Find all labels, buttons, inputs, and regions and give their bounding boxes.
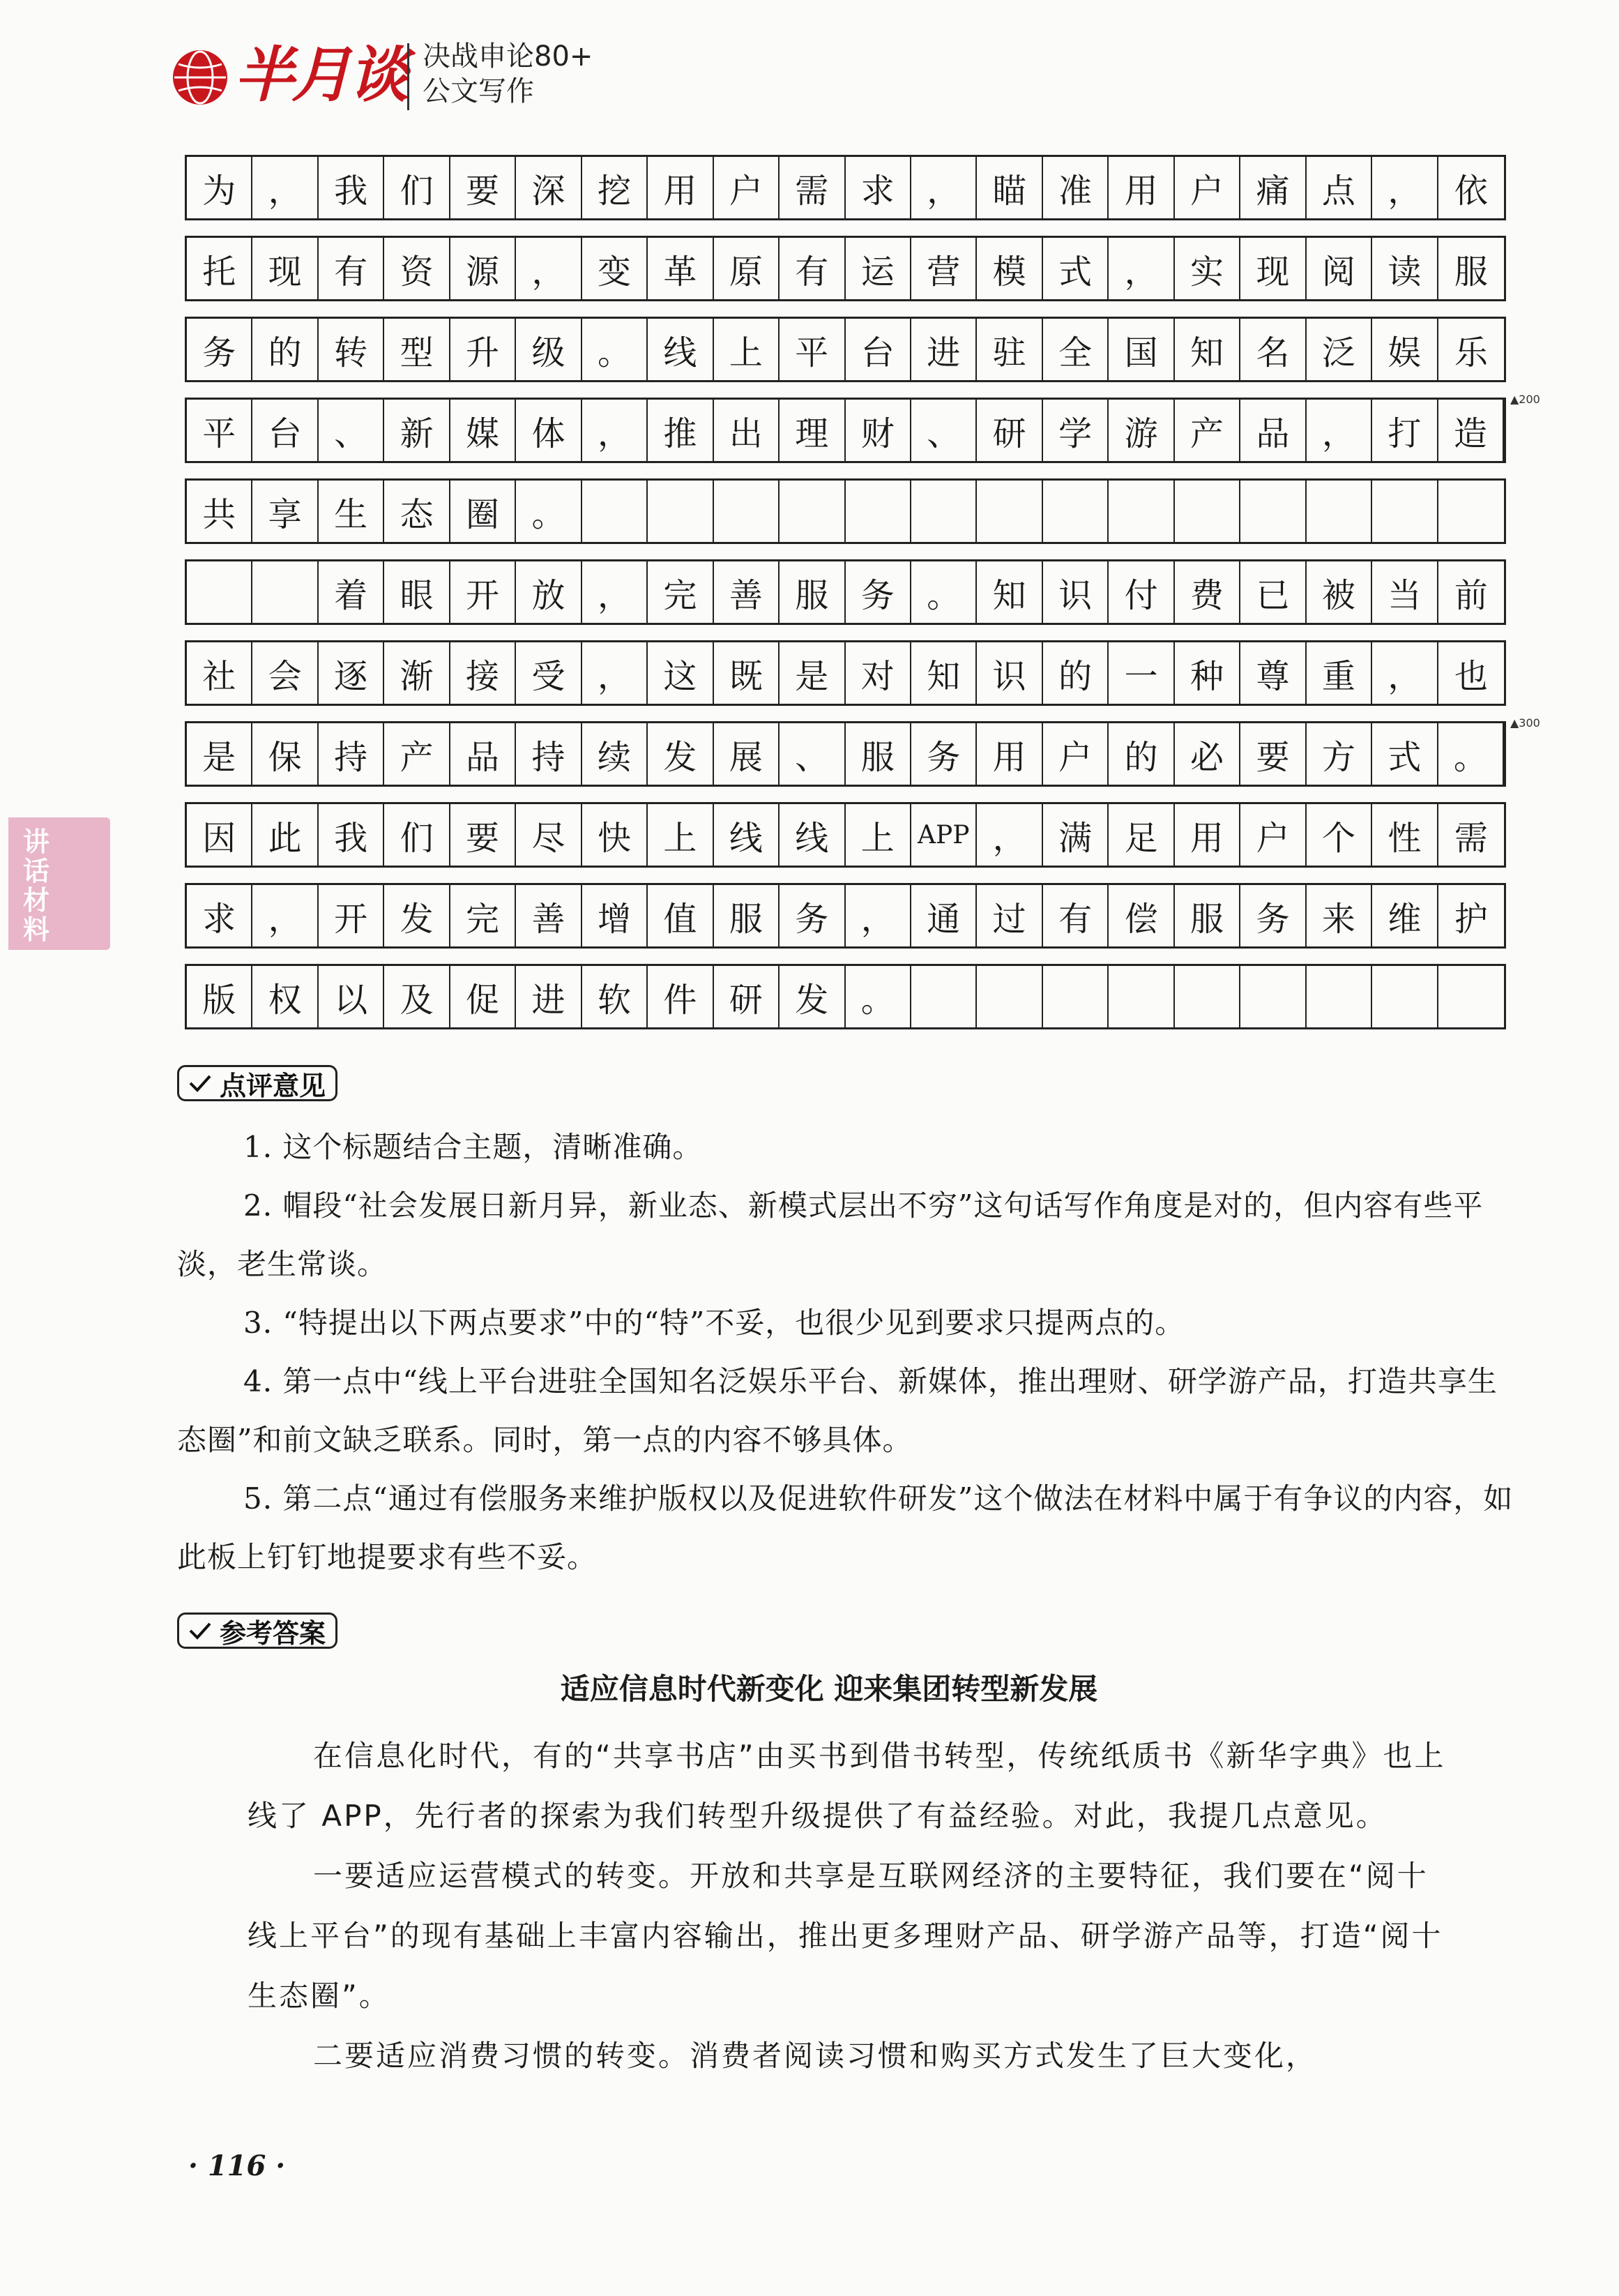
grid-cell: 台: [846, 319, 911, 380]
grid-cell: 上: [714, 319, 780, 380]
grid-cell: [977, 966, 1042, 1027]
grid-cell: 研: [977, 400, 1042, 461]
grid-cell: 有: [780, 238, 845, 299]
grid-cell: 善: [516, 885, 582, 946]
grid-cell: 件: [648, 966, 713, 1027]
grid-cell: ，: [582, 642, 648, 704]
checkmark-icon: [186, 1617, 214, 1645]
grid-cell: 户: [1240, 804, 1306, 866]
grid-cell: 接: [450, 642, 516, 704]
grid-cell: 转: [319, 319, 384, 380]
grid-cell: 务: [911, 723, 977, 785]
grid-cell: 发: [648, 723, 713, 785]
grid-cell: 受: [516, 642, 582, 704]
grid-row: [185, 155, 1506, 220]
grid-cell: 是: [187, 723, 252, 785]
grid-cell: 是: [780, 642, 845, 704]
grid-cell: 及: [384, 966, 450, 1027]
grid-cell: 深: [516, 157, 582, 218]
grid-cell: 国: [1109, 319, 1174, 380]
grid-cell: 服: [780, 561, 845, 623]
answer-title: 适应信息时代新变化 迎来集团转型新发展: [560, 1672, 1098, 1706]
side-tab-label: 讲话材料: [22, 826, 50, 945]
grid-cell: 开: [450, 561, 516, 623]
comments-badge-label: 点评意见: [220, 1070, 326, 1101]
grid-row: [185, 478, 1506, 544]
grid-cell: 推: [648, 400, 713, 461]
grid-cell: 需: [780, 157, 845, 218]
grid-cell: 渐: [384, 642, 450, 704]
grid-row: [185, 640, 1506, 706]
grid-cell: 全: [1043, 319, 1109, 380]
grid-cell: 着: [319, 561, 384, 623]
brand-logo-text: 半月谈: [234, 40, 406, 110]
grid-cell: 我: [319, 804, 384, 866]
grid-cell: 此: [252, 804, 318, 866]
grid-cell: 偿: [1109, 885, 1174, 946]
grid-cell: [1175, 481, 1240, 542]
comments-badge: [177, 1065, 337, 1101]
grid-cell: 。: [911, 561, 977, 623]
grid-cell: 生: [319, 481, 384, 542]
grid-cell: 发: [780, 966, 845, 1027]
grid-cell: 痛: [1240, 157, 1306, 218]
answer-badge-label: 参考答案: [220, 1617, 326, 1649]
grid-cell: ，: [1109, 238, 1174, 299]
grid-cell: 眼: [384, 561, 450, 623]
grid-cell: [1307, 966, 1372, 1027]
comment-item: 2. 帽段“社会发展日新月异，新业态、新模式层出不穷”这句话写作角度是对的，但内容有些平淡，老生常谈。: [177, 1188, 1484, 1281]
grid-cell: 革: [648, 238, 713, 299]
grid-cell: ，: [252, 885, 318, 946]
grid-cell: 服: [714, 885, 780, 946]
grid-cell: [1175, 966, 1240, 1027]
grid-cell: [1043, 481, 1109, 542]
grid-cell: 瞄: [977, 157, 1042, 218]
page-number: · 116 ·: [188, 2150, 286, 2182]
grid-cell: 阅: [1307, 238, 1372, 299]
grid-cell: [780, 481, 845, 542]
grid-cell: 满: [1043, 804, 1109, 866]
grid-cell: [911, 966, 977, 1027]
grid-cell: 务: [187, 319, 252, 380]
grid-cell: 泛: [1307, 319, 1372, 380]
grid-cell: 费: [1175, 561, 1240, 623]
grid-cell: 上: [648, 804, 713, 866]
grid-cell: [977, 481, 1042, 542]
grid-cell: 开: [319, 885, 384, 946]
subtitle-line-2: 公文写作: [423, 75, 534, 107]
grid-cell: 进: [516, 966, 582, 1027]
grid-cell: 名: [1240, 319, 1306, 380]
grid-cell: 研: [714, 966, 780, 1027]
grid-cell: [1372, 481, 1438, 542]
grid-cell: [1043, 966, 1109, 1027]
grid-row: [185, 393, 1540, 463]
grid-cell: 出: [714, 400, 780, 461]
grid-cell: 值: [648, 885, 713, 946]
grid-cell: 造: [1438, 400, 1504, 461]
grid-cell: 挖: [582, 157, 648, 218]
grid-cell: 为: [187, 157, 252, 218]
grid-cell: ，: [582, 561, 648, 623]
grid-cell: 营: [911, 238, 977, 299]
grid-cell: 读: [1372, 238, 1438, 299]
grid-cell: 知: [911, 642, 977, 704]
grid-cell: 续: [582, 723, 648, 785]
answer-badge: [177, 1613, 337, 1649]
grid-cell: 。: [516, 481, 582, 542]
grid-cell: 点: [1307, 157, 1372, 218]
grid-cell: 实: [1175, 238, 1240, 299]
grid-cell: 当: [1372, 561, 1438, 623]
grid-cell: 服: [846, 723, 911, 785]
grid-cell: 台: [252, 400, 318, 461]
grid-cell: 识: [977, 642, 1042, 704]
grid-cell: 享: [252, 481, 318, 542]
grid-cell: 户: [714, 157, 780, 218]
grid-cell: [648, 481, 713, 542]
grid-cell: 的: [1043, 642, 1109, 704]
grid-cell: 持: [516, 723, 582, 785]
grid-cell: 足: [1109, 804, 1174, 866]
grid-cell: 的: [1109, 723, 1174, 785]
grid-cell: 。: [846, 966, 911, 1027]
grid-cell: 源: [450, 238, 516, 299]
grid-cell: 新: [384, 400, 450, 461]
grid-cell: 共: [187, 481, 252, 542]
grid-cell: 准: [1043, 157, 1109, 218]
globe-logo-icon: [173, 50, 227, 105]
grid-cell: 既: [714, 642, 780, 704]
grid-cell: 、: [780, 723, 845, 785]
comment-item: 5. 第二点“通过有偿服务来维护版权以及促进软件研发”这个做法在材料中属于有争议的内容，如此板上钉钉地提要求有些不妥。: [177, 1481, 1514, 1574]
grid-cell: 放: [516, 561, 582, 623]
grid-cell: 求: [846, 157, 911, 218]
grid-cell: 护: [1454, 899, 1488, 939]
grid-cell: 被: [1307, 561, 1372, 623]
grid-cell: 。: [582, 319, 648, 380]
grid-cell: [187, 561, 252, 623]
grid-cell: 现: [1240, 238, 1306, 299]
book-subtitle: [423, 39, 593, 109]
grid-cell: [846, 481, 911, 542]
grid-cell: [1109, 481, 1174, 542]
grid-cell: 们: [384, 804, 450, 866]
grid-cell: [1240, 966, 1306, 1027]
grid-cell: 托: [187, 238, 252, 299]
grid-cell: 产: [384, 723, 450, 785]
grid-cell: 完: [450, 885, 516, 946]
grid-cell: [714, 481, 780, 542]
grid-cell: 服: [1175, 885, 1240, 946]
grid-cell: ，: [516, 238, 582, 299]
grid-cell: 游: [1109, 400, 1174, 461]
checkmark-icon: [186, 1069, 214, 1097]
grid-cell: [582, 481, 648, 542]
subtitle-line-1: 决战申论80+: [423, 40, 593, 73]
grid-cell: 知: [977, 561, 1042, 623]
grid-cell: 增: [582, 885, 648, 946]
grid-cell: ，: [582, 400, 648, 461]
grid-cell: 这: [648, 642, 713, 704]
grid-cell: 线: [714, 804, 780, 866]
grid-cell: 对: [846, 642, 911, 704]
grid-row: [185, 802, 1506, 868]
grid-cell: 上: [846, 804, 911, 866]
grid-cell: 式: [1372, 723, 1438, 785]
grid-cell: 务: [846, 561, 911, 623]
grid-cell: 户: [1043, 723, 1109, 785]
grid-cell: 社: [187, 642, 252, 704]
grid-cell: 知: [1175, 319, 1240, 380]
grid-cell: 也: [1454, 656, 1488, 696]
grid-cell: 过: [977, 885, 1042, 946]
grid-cell: 必: [1175, 723, 1240, 785]
grid-cell: 以: [319, 966, 384, 1027]
grid-cell: 运: [846, 238, 911, 299]
grid-cell: 依: [1454, 171, 1488, 211]
grid-cell: 发: [384, 885, 450, 946]
grid-cell: 维: [1372, 885, 1438, 946]
grid-cell: 已: [1240, 561, 1306, 623]
grid-cell: 求: [187, 885, 252, 946]
answer-paragraph: 在信息化时代，有的“共享书店”由买书到借书转型，传统纸质书《新华字典》也上线了 APP，先行者的探索为我们转型升级提供了有益经验。对此，我提几点意见。: [248, 1739, 1446, 1833]
grid-cell: 理: [780, 400, 845, 461]
grid-cell: 要: [450, 157, 516, 218]
grid-cell: 财: [846, 400, 911, 461]
grid-cell: 品: [450, 723, 516, 785]
grid-cell: 驻: [977, 319, 1042, 380]
grid-cell: 变: [582, 238, 648, 299]
word-count-marker: ▲200: [1510, 393, 1540, 406]
grid-cell: 尊: [1240, 642, 1306, 704]
grid-cell: 平: [187, 400, 252, 461]
grid-cell: 线: [648, 319, 713, 380]
grid-cell: 升: [450, 319, 516, 380]
grid-cell: 来: [1307, 885, 1372, 946]
grid-cell: 型: [384, 319, 450, 380]
grid-row: [185, 559, 1506, 625]
grid-cell: 服: [1454, 252, 1488, 292]
grid-cell: [1307, 481, 1372, 542]
grid-cell: 圈: [450, 481, 516, 542]
grid-cell: 完: [648, 561, 713, 623]
header-divider: [407, 43, 409, 110]
grid-cell: 一: [1109, 642, 1174, 704]
grid-cell: 品: [1240, 400, 1306, 461]
word-count-marker: ▲300: [1510, 716, 1540, 730]
section-side-tab: [8, 817, 110, 950]
grid-cell: 产: [1175, 400, 1240, 461]
grid-cell: 进: [911, 319, 977, 380]
grid-cell: ，: [1372, 157, 1438, 218]
grid-cell: 平: [780, 319, 845, 380]
grid-cell: ，: [252, 157, 318, 218]
grid-cell: 用: [1175, 804, 1240, 866]
grid-cell: 软: [582, 966, 648, 1027]
grid-cell: 我: [319, 157, 384, 218]
grid-cell: 态: [384, 481, 450, 542]
grid-cell: [911, 481, 977, 542]
grid-cell: 务: [780, 885, 845, 946]
grid-cell: APP: [911, 804, 977, 866]
grid-row: [185, 716, 1540, 787]
grid-cell: ，: [977, 804, 1042, 866]
grid-cell: ，: [911, 157, 977, 218]
grid-cell: 娱: [1372, 319, 1438, 380]
grid-cell: 用: [1109, 157, 1174, 218]
grid-cell: 、: [911, 400, 977, 461]
grid-cell: 现: [252, 238, 318, 299]
grid-cell: [1438, 481, 1504, 542]
header: [167, 35, 655, 112]
grid-cell: 需: [1454, 818, 1488, 858]
grid-cell: 式: [1043, 238, 1109, 299]
grid-cell: 资: [384, 238, 450, 299]
grid-cell: [252, 561, 318, 623]
grid-cell: 展: [714, 723, 780, 785]
grid-cell: 用: [977, 723, 1042, 785]
comments-section: [177, 1118, 1523, 1587]
comment-item: 3. “特提出以下两点要求”中的“特”不妥，也很少见到要求只提两点的。: [243, 1306, 1185, 1340]
grid-cell: 要: [1240, 723, 1306, 785]
grid-cell: 持: [319, 723, 384, 785]
grid-cell: 权: [252, 966, 318, 1027]
grid-cell: 识: [1043, 561, 1109, 623]
grid-cell: 因: [187, 804, 252, 866]
grid-cell: 通: [911, 885, 977, 946]
grid-cell: 促: [450, 966, 516, 1027]
grid-cell: 保: [252, 723, 318, 785]
grid-cell: 的: [252, 319, 318, 380]
grid-cell: [1109, 966, 1174, 1027]
grid-cell: 方: [1307, 723, 1372, 785]
grid-cell: 会: [252, 642, 318, 704]
grid-cell: 有: [1043, 885, 1109, 946]
grid-cell: 付: [1109, 561, 1174, 623]
grid-cell: 媒: [450, 400, 516, 461]
grid-cell: ，: [1372, 642, 1438, 704]
grid-row: [185, 964, 1506, 1029]
grid-cell: 打: [1372, 400, 1438, 461]
grid-cell: ，: [846, 885, 911, 946]
grid-cell: 原: [714, 238, 780, 299]
grid-cell: 线: [780, 804, 845, 866]
grid-cell: 体: [516, 400, 582, 461]
grid-cell: 重: [1307, 642, 1372, 704]
grid-cell: 模: [977, 238, 1042, 299]
grid-cell: 个: [1307, 804, 1372, 866]
grid-cell: 要: [450, 804, 516, 866]
grid-cell: 学: [1043, 400, 1109, 461]
grid-cell: 用: [648, 157, 713, 218]
grid-cell: [1240, 481, 1306, 542]
grid-cell: 前: [1454, 575, 1488, 615]
grid-cell: 乐: [1454, 333, 1488, 372]
grid-cell: 种: [1175, 642, 1240, 704]
grid-cell: 。: [1438, 723, 1504, 785]
grid-cell: 级: [516, 319, 582, 380]
grid-cell: 们: [384, 157, 450, 218]
grid-cell: 善: [714, 561, 780, 623]
grid-cell: 尽: [516, 804, 582, 866]
grid-cell: 户: [1175, 157, 1240, 218]
grid-cell: [1372, 966, 1438, 1027]
answer-paragraph: 一要适应运营模式的转变。开放和共享是互联网经济的主要特征，我们要在“阅十线上平台”的现有基础上丰富内容输出，推出更多理财产品、研学游产品等，打造“阅十生态圈”。: [248, 1859, 1443, 2013]
grid-cell: 性: [1372, 804, 1438, 866]
grid-cell: ，: [1307, 400, 1372, 461]
grid-cell: 快: [582, 804, 648, 866]
answer-body: [248, 1726, 1447, 2086]
grid-row: [185, 236, 1506, 301]
answer-paragraph: 二要适应消费习惯的转变。消费者阅读习惯和购买方式发生了巨大变化，: [313, 2039, 1318, 2073]
essay-answer-grid: [185, 155, 1540, 1045]
comment-item: 4. 第一点中“线上平台进驻全国知名泛娱乐平台、新媒体，推出理财、研学游产品，打造共享生态圈”和前文缺乏联系。同时，第一点的内容不够具体。: [177, 1364, 1498, 1457]
grid-cell: 逐: [319, 642, 384, 704]
grid-row: [185, 317, 1506, 382]
grid-cell: 版: [187, 966, 252, 1027]
grid-row: [185, 883, 1506, 949]
comment-item: 1. 这个标题结合主题，清晰准确。: [243, 1130, 703, 1164]
grid-cell: 有: [319, 238, 384, 299]
grid-cell: 、: [319, 400, 384, 461]
grid-cell: 务: [1240, 885, 1306, 946]
grid-cell: [1438, 966, 1504, 1027]
